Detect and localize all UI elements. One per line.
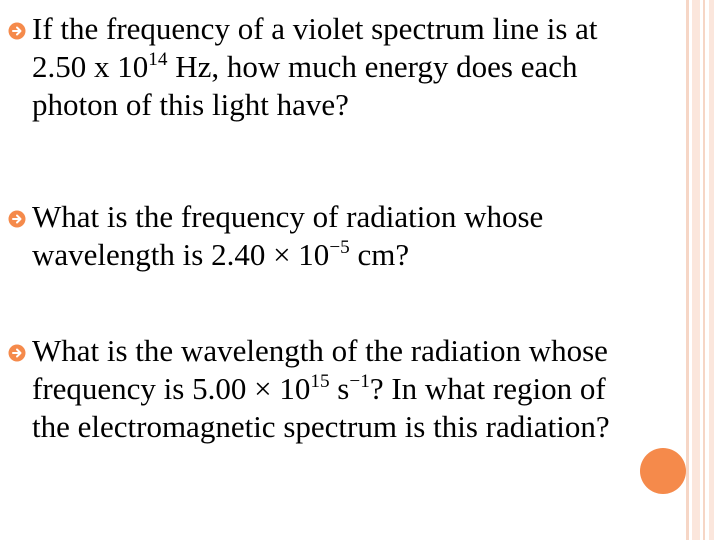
question-line: What is the frequency of radiation whose xyxy=(32,199,544,234)
circle-arrow-icon xyxy=(8,344,26,362)
question-line: 2.50 x $10^{14}$ Hz, how much energy does each xyxy=(32,48,578,84)
question-item xyxy=(4,332,694,446)
question-item xyxy=(4,10,694,198)
question-list xyxy=(4,10,694,446)
circle-arrow-icon xyxy=(8,22,26,40)
circle-arrow-icon xyxy=(8,210,26,228)
question-line: What is the wavelength of the radiation whose xyxy=(32,333,608,368)
question-line: If the frequency of a violet spectrum line is at xyxy=(32,11,598,46)
question-item xyxy=(4,198,694,332)
decorative-stripe xyxy=(703,0,705,540)
orange-circle-icon xyxy=(640,448,686,494)
question-line: wavelength is $2.40 \times 10^{-5}$ cm? xyxy=(32,236,410,272)
question-line: frequency is $5.00 \times 10^{15}$ $s^{-1}$? In what region of xyxy=(32,370,606,406)
question-line: photon of this light have? xyxy=(32,87,349,122)
question-line: the electromagnetic spectrum is this radiation? xyxy=(32,409,610,444)
decorative-stripe xyxy=(709,0,714,540)
